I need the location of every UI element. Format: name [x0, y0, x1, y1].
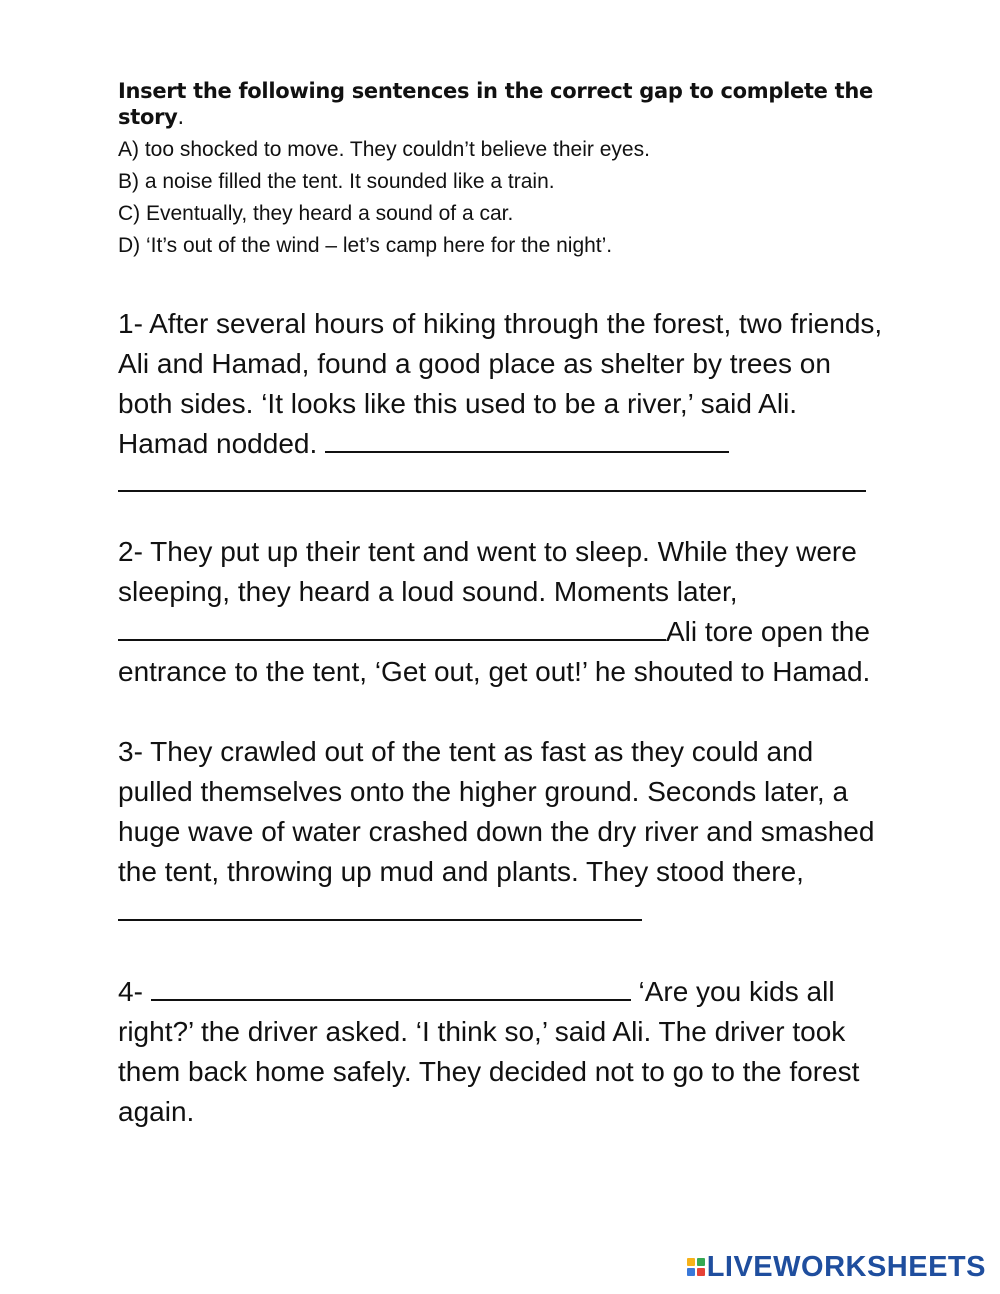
answer-blank-4[interactable]: [151, 973, 631, 1001]
liveworksheets-logo: [687, 1252, 986, 1282]
paragraph-2-text-after: Ali tore open the entrance to the tent, ‘Get out, get out!’ he shouted to Hamad.: [118, 616, 871, 687]
paragraph-4-text-after: ‘Are you kids all right?’ the driver asked. ‘I think so,’ said Ali. The driver took them back home safely. They decided not to go to the forest again.: [118, 976, 860, 1127]
option-b: B) a noise filled the tent. It sounded like a train.: [118, 170, 555, 193]
option-c: C) Eventually, they heard a sound of a car.: [118, 202, 514, 225]
answer-blank-2[interactable]: [118, 613, 666, 641]
option-a: A) too shocked to move. They couldn’t believe their eyes.: [118, 138, 650, 161]
logo-text: LIVEWORKSHEETS: [706, 1250, 986, 1283]
option-d: D) ‘It’s out of the wind – let’s camp here for the night’.: [118, 234, 613, 257]
paragraph-1-text: 1- After several hours of hiking through the forest, two friends, Ali and Hamad, found a good place as shelter by trees on both sides. ‘It looks like this used to be a river,’ said Ali. Hamad nodded.: [118, 308, 883, 459]
paragraph-3-text: 3- They crawled out of the tent as fast as they could and pulled themselves onto the higher ground. Seconds later, a huge wave of water crashed down the dry river and smashed the tent, throwing up mud and plants. They stood there,: [118, 736, 875, 887]
story-paragraph-3: [118, 732, 888, 932]
answer-blank-3[interactable]: [118, 893, 642, 921]
paragraph-4-text-before: 4-: [118, 976, 143, 1007]
story-paragraph-1: [118, 304, 888, 492]
story-paragraph-2: [118, 532, 888, 692]
worksheet: [118, 78, 888, 1132]
answer-blank-1[interactable]: [325, 425, 729, 453]
answer-blank-1-continued[interactable]: [118, 464, 866, 492]
paragraph-2-text-before: 2- They put up their tent and went to sleep. While they were sleeping, they heard a loud sound. Moments later,: [118, 536, 857, 607]
story-paragraph-4: [118, 972, 888, 1132]
options-list: [118, 134, 888, 262]
instruction-heading: Insert the following sentences in the correct gap to complete the story.: [118, 79, 873, 129]
logo-mark-icon: [687, 1258, 705, 1276]
